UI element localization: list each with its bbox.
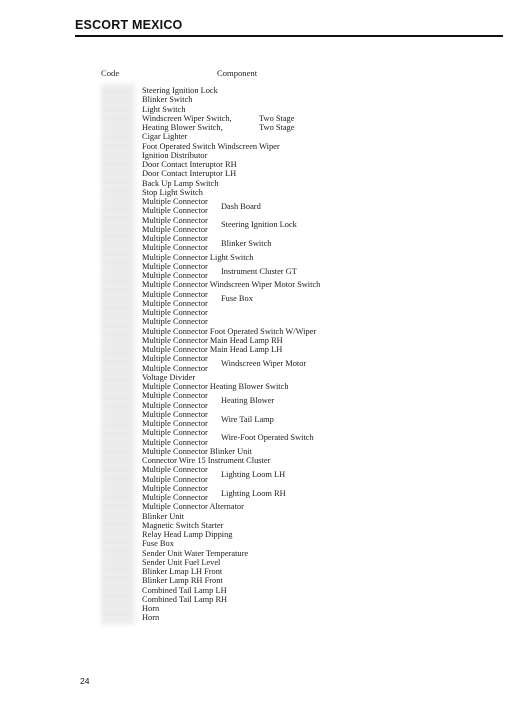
list-item <box>142 391 502 400</box>
redacted-code-column <box>101 84 135 624</box>
connector-group-label: Dash Board <box>221 201 261 211</box>
connector-group-label: Lighting Loom RH <box>221 488 286 498</box>
list-item <box>142 234 502 243</box>
list-item <box>142 475 502 484</box>
component-name: Fuse Box <box>142 539 174 549</box>
list-item <box>142 410 502 419</box>
component-name: Multiple Connector <box>142 465 208 475</box>
list-item <box>142 327 502 336</box>
list-item <box>142 502 502 511</box>
component-name: Multiple Connector Main Head Lamp RH <box>142 335 283 345</box>
list-item <box>142 271 502 280</box>
list-item <box>142 216 502 225</box>
list-item <box>142 114 502 123</box>
connector-group-label: Instrument Cluster GT <box>221 266 297 276</box>
list-item <box>142 345 502 354</box>
component-name: Multiple Connector Windscreen Wiper Motor Switch <box>142 280 321 290</box>
component-name: Sender Unit Water Temperature <box>142 548 249 558</box>
component-name: Blinker Lamp RH Front <box>142 576 223 586</box>
list-item <box>142 558 502 567</box>
list-item <box>142 401 502 410</box>
list-item <box>142 206 502 215</box>
connector-group-label: Lighting Loom LH <box>221 470 286 480</box>
list-item <box>142 447 502 456</box>
list-item <box>142 576 502 585</box>
list-item <box>142 465 502 474</box>
component-name: Multiple Connector <box>142 437 208 447</box>
list-item <box>142 382 502 391</box>
header-rule <box>75 35 503 37</box>
component-name: Multiple Connector Main Head Lamp LH <box>142 345 283 354</box>
component-qualifier: Two Stage <box>259 123 295 132</box>
list-item <box>142 179 502 188</box>
component-name: Multiple Connector Alternator <box>142 502 244 512</box>
component-name: Door Contact Interuptor RH <box>142 160 237 169</box>
list-item <box>142 354 502 363</box>
list-item <box>142 419 502 428</box>
component-name: Blinker Lmap LH Front <box>142 567 223 576</box>
component-name: Multiple Connector Light Switch <box>142 252 254 262</box>
component-name: Multiple Connector <box>142 271 208 280</box>
connector-group-label: Fuse Box <box>221 294 253 304</box>
list-item <box>142 373 502 382</box>
component-name: Multiple Connector <box>142 474 208 484</box>
list-item <box>142 243 502 252</box>
connector-group-label: Wire Tail Lamp <box>221 414 274 424</box>
list-item <box>142 280 502 289</box>
component-name: Multiple Connector <box>142 363 208 373</box>
component-name: Multiple Connector <box>142 197 208 206</box>
component-name: Combined Tail Lamp LH <box>142 585 227 595</box>
component-name: Multiple Connector <box>142 261 208 271</box>
component-name: Ignition Distributor <box>142 150 208 160</box>
component-name: Multiple Connector <box>142 215 208 225</box>
list-item <box>142 86 502 95</box>
list-item <box>142 512 502 521</box>
list-item <box>142 197 502 206</box>
list-item <box>142 225 502 234</box>
component-name: Magnetic Switch Starter <box>142 520 224 530</box>
component-name: Multiple Connector <box>142 400 208 410</box>
component-name: Multiple Connector <box>142 419 208 428</box>
component-name: Multiple Connector <box>142 391 208 401</box>
component-name: Multiple Connector <box>142 224 208 234</box>
component-name: Door Contact Interuptor LH <box>142 169 237 179</box>
list-item <box>142 604 502 613</box>
component-name: Connector Wire 15 Instrument Cluster <box>142 456 271 465</box>
list-item <box>142 308 502 317</box>
component-name: Voltage Divider <box>142 372 196 382</box>
component-name: Multiple Connector <box>142 308 208 317</box>
connector-group-label: Steering Ignition Lock <box>221 220 297 230</box>
component-name: Horn <box>142 604 160 613</box>
list-item <box>142 160 502 169</box>
component-name: Blinker Switch <box>142 95 193 105</box>
component-name: Steering Ignition Lock <box>142 86 218 95</box>
list-item <box>142 613 502 622</box>
list-item <box>142 142 502 151</box>
list-item <box>142 95 502 104</box>
list-item <box>142 493 502 502</box>
component-name: Horn <box>142 613 160 623</box>
list-item <box>142 586 502 595</box>
component-name: Cigar Lighter <box>142 132 188 142</box>
component-name: Blinker Unit <box>142 511 185 521</box>
list-item <box>142 484 502 493</box>
component-name: Multiple Connector <box>142 317 208 327</box>
list-item <box>142 169 502 178</box>
component-name: Sender Unit Fuel Level <box>142 557 221 567</box>
list-item <box>142 530 502 539</box>
connector-group-label: Heating Blower <box>221 396 275 406</box>
list-item <box>142 299 502 308</box>
list-item <box>142 539 502 548</box>
column-header-component: Component <box>217 68 258 78</box>
component-name: Combined Tail Lamp RH <box>142 594 228 604</box>
page-number: 24 <box>80 676 90 686</box>
list-item <box>142 549 502 558</box>
component-name: Relay Head Lamp Dipping <box>142 530 233 539</box>
connector-group-label: Windscreen Wiper Motor <box>221 359 307 369</box>
component-name: Multiple Connector <box>142 428 208 438</box>
column-header-code: Code <box>101 68 120 78</box>
component-name: Multiple Connector <box>142 206 208 216</box>
list-item <box>142 105 502 114</box>
component-name: Windscreen Wiper Switch, <box>142 113 232 123</box>
component-name: Foot Operated Switch Windscreen Wiper <box>142 141 280 151</box>
list-item <box>142 123 502 132</box>
component-name: Stop Light Switch <box>142 187 203 197</box>
component-name: Heating Blower Switch, <box>142 123 223 132</box>
list-item <box>142 188 502 197</box>
list-item <box>142 290 502 299</box>
header-title: ESCORT MEXICO <box>75 18 183 32</box>
list-item <box>142 253 502 262</box>
component-name: Back Up Lamp Switch <box>142 178 219 188</box>
component-qualifier: Two Stage <box>259 113 295 123</box>
component-name: Multiple Connector <box>142 289 208 299</box>
component-name: Multiple Connector Blinker Unit <box>142 446 253 456</box>
list-item <box>142 456 502 465</box>
component-name: Light Switch <box>142 104 186 114</box>
component-name: Multiple Connector <box>142 234 208 243</box>
list-item <box>142 567 502 576</box>
connector-group-label: Wire-Foot Operated Switch <box>221 433 314 443</box>
component-name: Multiple Connector Foot Operated Switch W/Wiper <box>142 326 317 336</box>
list-item <box>142 521 502 530</box>
list-item <box>142 151 502 160</box>
component-name: Multiple Connector Heating Blower Switch <box>142 382 289 391</box>
component-name: Multiple Connector <box>142 354 208 364</box>
list-item <box>142 595 502 604</box>
component-name: Multiple Connector <box>142 409 208 419</box>
list-item <box>142 428 502 437</box>
list-item <box>142 132 502 141</box>
list-item <box>142 317 502 326</box>
list-item <box>142 364 502 373</box>
component-name: Multiple Connector <box>142 483 208 493</box>
component-name: Multiple Connector <box>142 493 208 502</box>
component-name: Multiple Connector <box>142 243 208 253</box>
component-name: Multiple Connector <box>142 298 208 308</box>
connector-group-label: Blinker Switch <box>221 238 272 248</box>
component-list <box>142 86 502 623</box>
list-item <box>142 262 502 271</box>
list-item <box>142 438 502 447</box>
list-item <box>142 336 502 345</box>
